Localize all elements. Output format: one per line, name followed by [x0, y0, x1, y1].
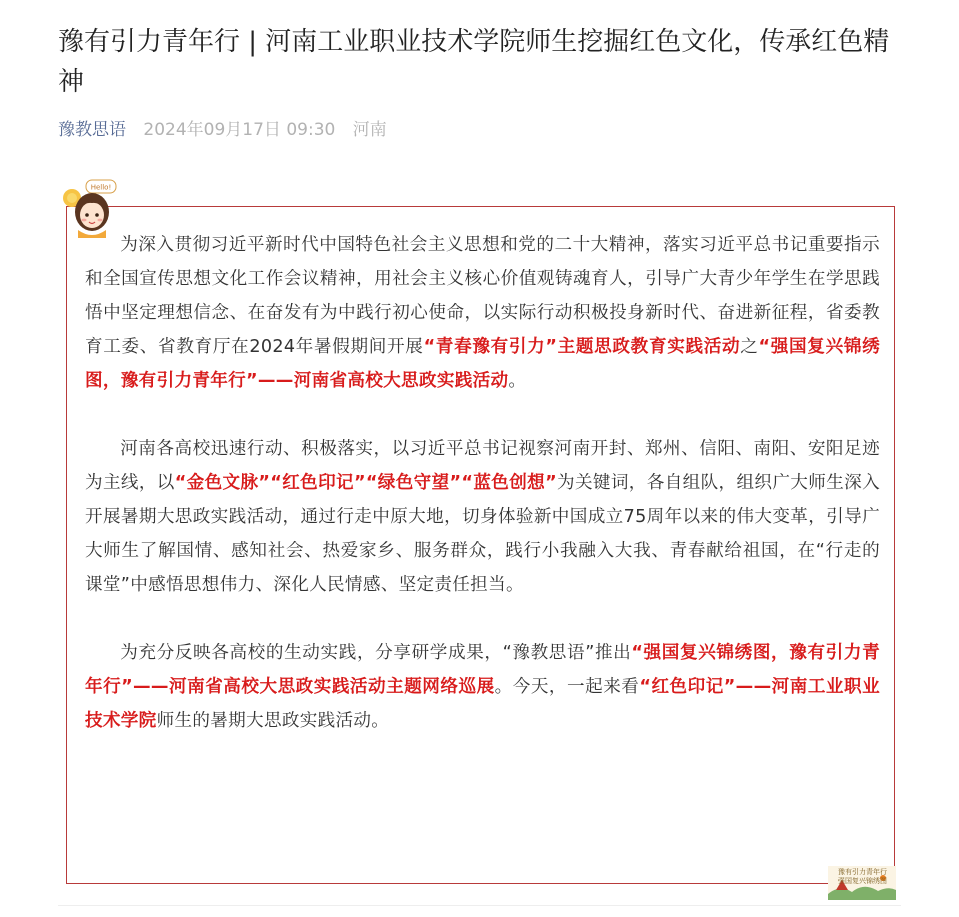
- author-link[interactable]: 豫教思语: [58, 120, 126, 140]
- paragraph-exhibition: 为充分反映各高校的生动实践，分享研学成果，“豫教思语”推出“强国复兴锦绣图，豫有引力青年行”——河南省高校大思政实践活动主题网络巡展。今天，一起来看“红色印记”——河南工业职业技术学院师生的暑期大思政实践活动。: [85, 643, 881, 731]
- paragraph-actions: 河南各高校迅速行动、积极落实，以习近平总书记视察河南开封、郑州、信阳、南阳、安阳足迹为主线，以“金色文脉”“红色印记”“绿色守望”“蓝色创想”为关键词，各自组队，组织广大师生深入开展暑期大思政实践活动，通过行走中原大地，切身体验新中国成立75周年以来的伟大变革，引导广大师生了解国情、感知社会、热爱家乡、服务群众，践行小我融入大我、青春献给祖国，在“行走的课堂”中感悟思想伟力、深化人民情感、坚定责任担当。: [85, 439, 880, 595]
- article-meta: [58, 117, 387, 143]
- highlight-school-name: “红色印记”——河南工业职业技术学院: [85, 677, 881, 731]
- highlight-keywords: “金色文脉”“红色印记”“绿色守望”“蓝色创想”: [174, 473, 557, 493]
- highlight-campaign-name: “强国复兴锦绣图，豫有引力青年行”——河南省高校大思政实践活动: [85, 337, 880, 391]
- publish-date: 2024年09月17日 09:30: [143, 120, 336, 140]
- bottom-divider: [58, 905, 901, 906]
- highlight-exhibition-name: “强国复兴锦绣图，豫有引力青年行”——河南省高校大思政实践活动主题网络巡展: [85, 643, 880, 697]
- publish-location: 河南: [352, 120, 387, 140]
- highlight-activity-name: “青春豫有引力”主题思政教育实践活动: [423, 337, 741, 357]
- sticker-bubble-text: Hello!: [90, 183, 112, 192]
- decorative-banner-caption: 豫有引力青年行 强国复兴锦绣图: [838, 868, 887, 885]
- paragraph-intro: 为深入贯彻习近平新时代中国特色社会主义思想和党的二十大精神，落实习近平总书记重要指示和全国宣传思想文化工作会议精神，用社会主义核心价值观铸魂育人，引导广大青少年学生在学思践悟中坚定理想信念、在奋发有为中践行初心使命，以实际行动积极投身新时代、奋进新征程，省委教育工委、省教育厅在2024年暑假期间开展“青春豫有引力”主题思政教育实践活动之“强国复兴锦绣图，豫有引力青年行”——河南省高校大思政实践活动。: [85, 235, 880, 391]
- article-title: 豫有引力青年行 | 河南工业职业技术学院师生挖掘红色文化，传承红色精神: [58, 27, 890, 97]
- article-body: [85, 228, 880, 772]
